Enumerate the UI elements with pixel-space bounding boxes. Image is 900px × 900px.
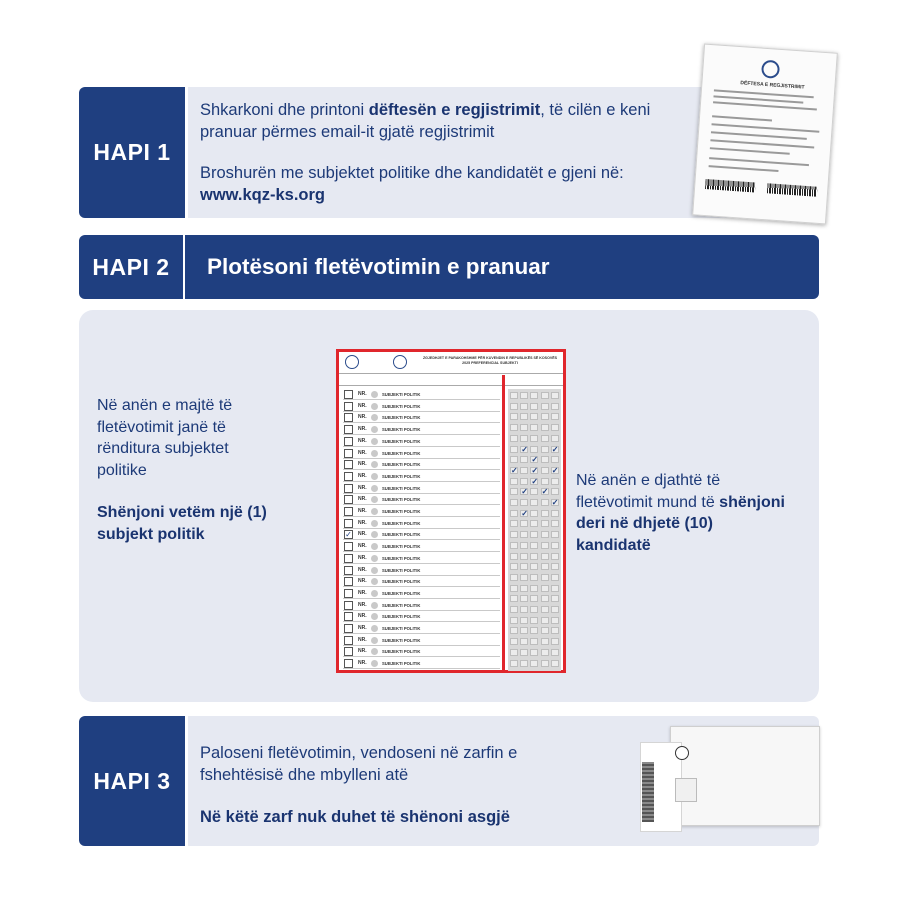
ballot-party-row	[343, 658, 500, 669]
candidate-cell	[530, 638, 538, 645]
candidate-cell	[520, 606, 528, 613]
ballot-party-row	[343, 635, 500, 646]
party-number: NR.	[358, 589, 367, 596]
party-number: NR.	[358, 449, 367, 456]
candidate-cell	[520, 520, 528, 527]
candidate-cell	[551, 606, 559, 613]
candidate-cell: ✓	[511, 465, 518, 475]
party-name: SUBJEKTI POLITIK	[382, 579, 421, 585]
party-checkbox	[344, 636, 353, 645]
candidate-cell: ✓	[521, 444, 528, 454]
candidate-cell	[510, 585, 518, 592]
ballot-illustration	[336, 349, 566, 673]
candidate-cell	[541, 510, 549, 517]
candidate-cell	[541, 627, 549, 634]
candidate-cell	[541, 574, 549, 581]
candidate-cell	[551, 638, 559, 645]
party-checkbox	[344, 495, 353, 504]
candidate-cell	[510, 403, 518, 410]
step-1-text-bold: dëftesën e regjistrimit	[368, 101, 541, 119]
registration-document-image	[692, 44, 838, 225]
party-name: SUBJEKTI POLITIK	[382, 497, 421, 503]
candidate-cell	[510, 542, 518, 549]
party-logo-icon	[371, 403, 378, 410]
candidate-cell	[551, 435, 559, 442]
candidate-cell	[530, 606, 538, 613]
candidate-cell	[541, 403, 549, 410]
party-checkbox	[344, 647, 353, 656]
candidate-cell	[520, 531, 528, 538]
candidate-cell	[541, 542, 549, 549]
candidate-cell	[541, 638, 549, 645]
candidate-cell	[551, 424, 559, 431]
party-logo-icon	[371, 590, 378, 597]
candidate-cell	[510, 488, 518, 495]
candidate-cell	[551, 649, 559, 656]
ballot-party-row	[343, 436, 500, 447]
ballot-party-row	[343, 565, 500, 576]
party-name: SUBJEKTI POLITIK	[382, 438, 421, 444]
ballot-party-row	[343, 459, 500, 470]
candidate-cell	[510, 574, 518, 581]
candidate-cell	[510, 531, 518, 538]
step-2-title: Plotësoni fletëvotimin e pranuar	[207, 254, 550, 279]
candidate-cell	[530, 563, 538, 570]
candidate-cell	[530, 392, 538, 399]
candidate-cell	[541, 478, 549, 485]
step-1-brochure-text	[200, 162, 700, 206]
candidate-cell	[520, 392, 528, 399]
candidate-cell	[510, 595, 518, 602]
candidate-cell	[520, 574, 528, 581]
candidate-cell	[520, 542, 528, 549]
party-number: NR.	[358, 484, 367, 491]
right-side-explanation	[576, 470, 786, 556]
candidate-cell	[520, 467, 528, 474]
ballot-party-row	[343, 506, 500, 517]
party-logo-icon	[371, 426, 378, 433]
party-logo-icon	[371, 438, 378, 445]
candidate-cell: ✓	[521, 508, 528, 518]
candidate-cell	[530, 499, 538, 506]
candidate-cell	[520, 585, 528, 592]
ballot-party-row	[343, 471, 500, 482]
candidate-cell	[510, 424, 518, 431]
candidate-cell	[530, 403, 538, 410]
party-checkbox	[344, 659, 353, 668]
candidate-cell	[510, 617, 518, 624]
party-checkbox	[344, 437, 353, 446]
candidate-cell	[510, 435, 518, 442]
barcode-icon	[705, 179, 756, 192]
party-logo-icon	[371, 660, 378, 667]
candidate-cell	[530, 649, 538, 656]
candidate-cell	[541, 499, 549, 506]
candidate-cell	[541, 585, 549, 592]
candidate-cell	[530, 553, 538, 560]
candidate-cell	[520, 424, 528, 431]
party-number: NR.	[358, 531, 367, 538]
right-side-text: Në anën e djathtë të fletëvotimit mund të	[576, 472, 721, 511]
candidate-cell	[551, 542, 559, 549]
candidate-cell	[541, 520, 549, 527]
candidate-cell	[530, 627, 538, 634]
candidate-cell	[520, 553, 528, 560]
candidate-cell	[541, 424, 549, 431]
secrecy-envelope-image	[640, 724, 820, 834]
candidate-cell	[551, 510, 559, 517]
ballot-party-row	[343, 588, 500, 599]
party-checkbox: ✓	[345, 530, 352, 540]
candidate-cell	[520, 563, 528, 570]
ballot-party-row	[343, 600, 500, 611]
party-number: NR.	[358, 472, 367, 479]
candidate-cell	[530, 617, 538, 624]
candidate-cell	[551, 617, 559, 624]
party-logo-icon	[371, 485, 378, 492]
party-checkbox	[344, 390, 353, 399]
party-name: SUBJEKTI POLITIK	[382, 415, 421, 421]
candidate-cell	[541, 456, 549, 463]
candidate-cell	[541, 553, 549, 560]
step-2-header	[79, 235, 819, 299]
candidate-cell	[551, 520, 559, 527]
ballot-header	[339, 352, 563, 374]
party-checkbox	[344, 577, 353, 586]
candidate-cell	[530, 488, 538, 495]
candidate-cell: ✓	[551, 444, 559, 454]
candidate-cell	[530, 595, 538, 602]
party-name: SUBJEKTI POLITIK	[382, 532, 421, 538]
candidate-cell: ✓	[541, 487, 549, 497]
candidate-cell	[510, 660, 518, 667]
candidate-cell	[541, 413, 549, 420]
party-logo-icon	[371, 637, 378, 644]
candidate-cell	[510, 446, 518, 453]
party-number: NR.	[358, 625, 367, 631]
party-logo-icon	[371, 555, 378, 562]
candidate-cell	[520, 435, 528, 442]
left-side-explanation	[97, 395, 277, 545]
step-1-instruction	[200, 99, 680, 143]
party-logo-icon	[371, 602, 378, 609]
candidate-cell	[520, 627, 528, 634]
candidate-cell	[520, 595, 528, 602]
step-1-text-pre: Shkarkoni dhe printoni	[200, 101, 369, 119]
step-2-panel	[79, 310, 819, 702]
party-name: SUBJEKTI POLITIK	[382, 403, 421, 409]
candidate-cell	[510, 563, 518, 570]
party-name: SUBJEKTI POLITIK	[382, 509, 421, 514]
candidate-cell	[551, 627, 559, 634]
party-name: SUBJEKTI POLITIK	[382, 614, 421, 620]
ballot-party-row	[343, 646, 500, 657]
party-logo-icon	[371, 391, 378, 398]
party-logo-icon	[371, 520, 378, 527]
candidate-cell	[510, 499, 518, 506]
candidate-cell: ✓	[521, 487, 528, 497]
candidate-cell	[530, 510, 538, 517]
party-name: SUBJEKTI POLITIK	[382, 567, 421, 573]
candidate-cell	[530, 424, 538, 431]
candidate-cell	[551, 660, 559, 667]
party-checkbox	[344, 519, 353, 528]
step-3-label-box	[79, 716, 185, 846]
candidate-cell	[510, 413, 518, 420]
party-checkbox	[344, 554, 353, 563]
party-name: SUBJEKTI POLITIK	[382, 555, 421, 561]
ballot-party-row	[343, 494, 500, 505]
document-title: DËFTESA E REGJISTRIMIT	[740, 80, 805, 91]
candidate-cell	[541, 446, 549, 453]
party-name: SUBJEKTI POLITIK	[382, 661, 421, 667]
party-number: NR.	[358, 554, 367, 561]
party-name: SUBJEKTI POLITIK	[382, 427, 421, 433]
candidate-cell	[530, 542, 538, 549]
party-checkbox	[344, 460, 353, 469]
candidate-grid	[508, 389, 561, 671]
left-side-bold: Shënjoni vetëm një (1) subjekt politik	[97, 504, 267, 543]
website-link[interactable]: www.kqz-ks.org	[200, 186, 325, 204]
candidate-cell	[510, 638, 518, 645]
ballot-party-row	[343, 389, 500, 400]
candidate-cell	[520, 478, 528, 485]
step-2-label-box	[79, 235, 185, 299]
party-number: NR.	[358, 461, 367, 468]
party-number: NR.	[358, 578, 367, 585]
candidate-cell	[551, 563, 559, 570]
step-1-label: HAPI 1	[93, 139, 171, 165]
party-number: NR.	[358, 519, 367, 526]
party-name: SUBJEKTI POLITIK	[382, 473, 421, 479]
ballot-party-row	[343, 553, 500, 564]
party-number: NR.	[358, 636, 367, 643]
party-name: SUBJEKTI POLITIK	[382, 544, 421, 550]
candidate-cell	[520, 638, 528, 645]
kosovo-emblem-icon	[345, 355, 359, 369]
party-name: SUBJEKTI POLITIK	[382, 602, 421, 608]
party-name: SUBJEKTI POLITIK	[382, 520, 421, 526]
candidate-cell	[510, 627, 518, 634]
step-1-text-post: , të cilën e keni pranuar përmes email-it gjatë regjistrimit	[200, 101, 651, 141]
ballot-party-row	[343, 576, 500, 587]
candidate-cell	[520, 413, 528, 420]
party-logo-icon	[371, 648, 378, 655]
candidate-cell	[551, 585, 559, 592]
party-number: NR.	[358, 402, 367, 409]
candidate-cell: ✓	[531, 465, 539, 475]
candidate-cell	[510, 478, 518, 485]
candidate-cell	[530, 446, 538, 453]
party-number: NR.	[358, 601, 367, 608]
party-name: SUBJEKTI POLITIK	[382, 485, 421, 491]
party-logo-icon	[371, 414, 378, 421]
step-1-brochure-line: Broshurën me subjektet politike dhe kandidatët e gjeni në:	[200, 164, 624, 182]
candidate-cell	[530, 585, 538, 592]
party-logo-icon	[371, 531, 378, 538]
candidate-cell	[510, 649, 518, 656]
party-checkbox	[344, 507, 353, 516]
ballot-party-row	[343, 448, 500, 459]
candidate-cell	[520, 403, 528, 410]
party-number: NR.	[358, 660, 367, 667]
party-checkbox	[344, 472, 353, 481]
step-1-label-box	[79, 87, 185, 218]
candidate-cell	[541, 435, 549, 442]
candidate-cell	[551, 478, 559, 485]
candidate-cell	[551, 488, 559, 495]
ballot-divider	[502, 375, 505, 670]
candidate-cell	[520, 456, 528, 463]
ballot-left-subheader	[339, 375, 502, 386]
ballot-party-row	[343, 541, 500, 552]
party-number: NR.	[358, 648, 367, 655]
party-name: SUBJEKTI POLITIK	[382, 462, 421, 468]
candidate-cell	[541, 660, 549, 667]
candidate-cell	[510, 520, 518, 527]
party-checkbox	[344, 542, 353, 551]
candidate-cell	[541, 563, 549, 570]
candidate-cell	[510, 392, 518, 399]
party-checkbox	[344, 449, 353, 458]
party-logo-icon	[371, 578, 378, 585]
candidate-cell	[541, 392, 549, 399]
ballot-party-row	[343, 424, 500, 435]
candidate-cell	[530, 660, 538, 667]
party-logo-icon	[371, 543, 378, 550]
party-checkbox	[344, 402, 353, 411]
party-number: NR.	[358, 391, 367, 397]
party-checkbox	[344, 624, 353, 633]
ballot-party-row	[343, 483, 500, 494]
party-logo-icon	[371, 461, 378, 468]
candidate-cell: ✓	[531, 455, 539, 465]
step-3-instruction: Paloseni fletëvotimin, vendoseni në zarfin e fshehtësisë dhe mbylleni atë	[200, 744, 518, 784]
candidate-cell	[530, 413, 538, 420]
candidate-cell	[551, 456, 559, 463]
candidate-cell	[541, 617, 549, 624]
envelope-body	[670, 726, 820, 826]
party-checkbox	[344, 566, 353, 575]
party-logo-icon	[371, 496, 378, 503]
ballot-party-row	[343, 611, 500, 622]
step-3-warning-bold: Në këtë zarf nuk duhet të shënoni asgjë	[200, 808, 510, 826]
candidate-cell	[520, 660, 528, 667]
barcode-icon	[767, 183, 818, 196]
candidate-cell	[541, 606, 549, 613]
kqz-seal-icon	[761, 60, 780, 79]
party-logo-icon	[371, 450, 378, 457]
party-number: NR.	[358, 426, 367, 433]
candidate-cell	[530, 520, 538, 527]
ballot-party-row	[343, 401, 500, 412]
step-3-label: HAPI 3	[93, 767, 171, 794]
party-name: SUBJEKTI POLITIK	[382, 590, 421, 596]
candidate-cell	[510, 553, 518, 560]
party-logo-icon	[371, 473, 378, 480]
party-logo-icon	[371, 625, 378, 632]
candidate-cell: ✓	[551, 498, 559, 507]
ballot-party-row	[343, 518, 500, 529]
party-name: SUBJEKTI POLITIK	[382, 450, 421, 456]
candidate-cell	[541, 595, 549, 602]
party-logo-icon	[371, 567, 378, 574]
ballot-party-row	[343, 623, 500, 634]
candidate-cell	[541, 531, 549, 538]
step-2-label: HAPI 2	[92, 253, 170, 280]
candidate-cell	[551, 413, 559, 420]
candidate-cell	[530, 435, 538, 442]
ballot-title: ZGJEDHJET E PARAKOHSHME PËR KUVENDIN E REPUBLIKËS SË KOSOVËS 2025 PREFERENCIAL SUBJEKTI	[422, 356, 558, 365]
candidate-cell	[520, 649, 528, 656]
candidate-cell	[510, 456, 518, 463]
party-checkbox	[344, 612, 353, 621]
envelope-security-strip	[642, 762, 654, 822]
candidate-cell	[520, 617, 528, 624]
party-number: NR.	[358, 613, 367, 620]
left-side-text: Në anën e majtë të fletëvotimit janë të rënditura subjektet politike	[97, 397, 233, 479]
party-name: SUBJEKTI POLITIK	[382, 392, 421, 397]
party-name: SUBJEKTI POLITIK	[382, 626, 421, 631]
ballot-party-row	[343, 412, 500, 423]
party-number: NR.	[358, 566, 367, 573]
candidate-cell: ✓	[551, 465, 559, 475]
candidate-cell	[530, 574, 538, 581]
candidate-cell	[520, 499, 528, 506]
party-checkbox	[344, 484, 353, 493]
party-checkbox	[344, 601, 353, 610]
candidate-cell	[551, 403, 559, 410]
ballot-right-subheader	[505, 375, 563, 386]
party-logo-icon	[371, 508, 378, 515]
party-checkbox	[344, 425, 353, 434]
candidate-cell	[551, 595, 559, 602]
envelope-seal-icon	[675, 746, 689, 760]
candidate-cell	[551, 531, 559, 538]
party-number: NR.	[358, 543, 367, 550]
step-3-warning	[200, 806, 600, 828]
envelope-emblem-icon	[675, 778, 697, 802]
party-logo-icon	[371, 613, 378, 620]
party-name: SUBJEKTI POLITIK	[382, 649, 421, 655]
party-checkbox	[344, 413, 353, 422]
candidate-cell	[551, 574, 559, 581]
ballot-party-row	[343, 529, 500, 540]
candidate-cell	[510, 510, 518, 517]
party-checkbox	[344, 589, 353, 598]
candidate-cell	[530, 531, 538, 538]
candidate-cell	[541, 649, 549, 656]
candidate-cell	[551, 392, 559, 399]
party-number: NR.	[358, 508, 367, 514]
right-side-bold: shënjoni deri në dhjetë (10) kandidatë	[576, 493, 785, 554]
party-name: SUBJEKTI POLITIK	[382, 637, 421, 643]
candidate-cell	[510, 606, 518, 613]
party-number: NR.	[358, 437, 367, 444]
candidate-cell	[541, 467, 549, 474]
party-number: NR.	[358, 496, 367, 503]
kqz-emblem-icon	[393, 355, 407, 369]
candidate-cell: ✓	[531, 476, 539, 486]
candidate-cell	[551, 553, 559, 560]
party-number: NR.	[358, 414, 367, 421]
